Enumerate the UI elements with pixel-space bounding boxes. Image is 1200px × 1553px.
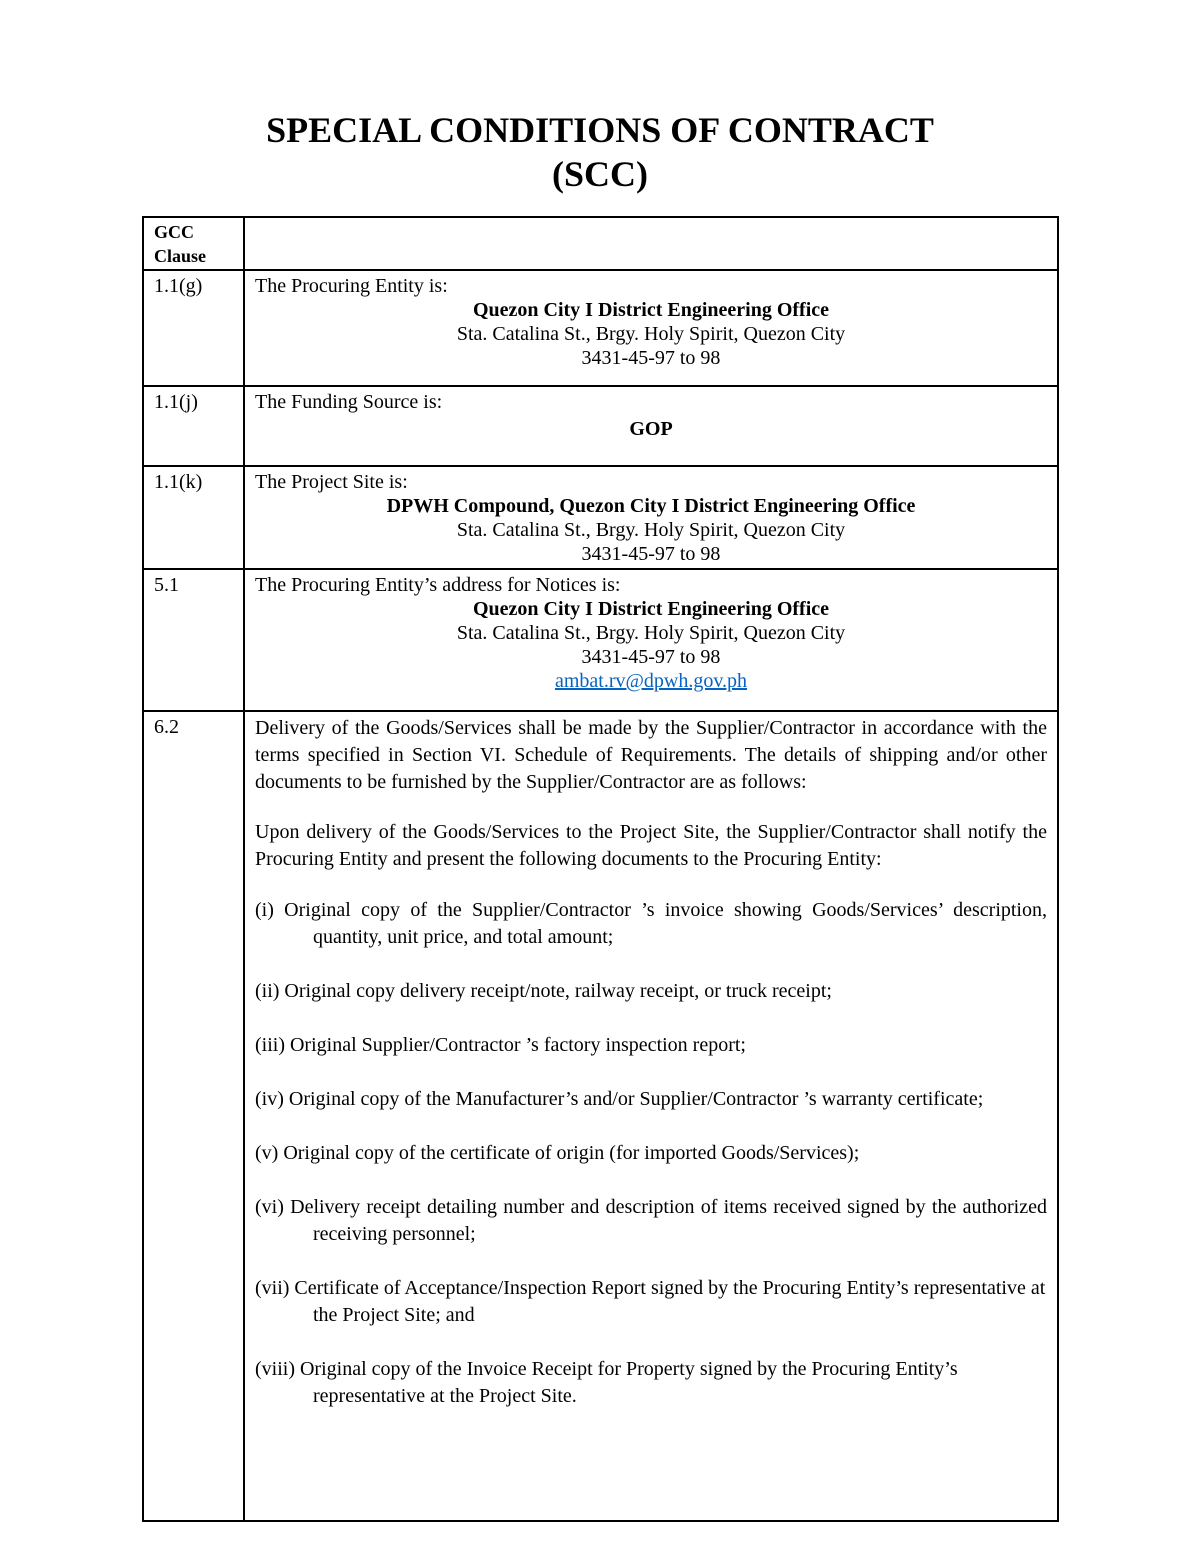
clause-cell: 1.1(g) [143, 270, 244, 386]
notice-email-line [255, 669, 1047, 693]
notice-address: Sta. Catalina St., Brgy. Holy Spirit, Quezon City [456, 622, 846, 644]
clause-cell: 1.1(k) [143, 466, 244, 569]
scc-table [142, 216, 1059, 1522]
header-content-cell [244, 217, 1058, 270]
notice-phone: 3431-45-97 to 98 [581, 646, 721, 668]
document-title [0, 108, 1200, 196]
document-item: (vii) Certificate of Acceptance/Inspection Report signed by the Procuring Entity’s representative at the Project Site; and [255, 1277, 1046, 1326]
table-header-row [143, 217, 1058, 270]
content-cell [244, 569, 1058, 711]
header-clause-cell [143, 217, 244, 270]
site-address: Sta. Catalina St., Brgy. Holy Spirit, Quezon City [456, 519, 846, 541]
row-intro: The Project Site is: [255, 471, 408, 493]
content-cell [244, 270, 1058, 386]
table-row-project-site [143, 466, 1058, 569]
document-item: (i) Original copy of the Supplier/Contractor ’s invoice showing Goods/Services’ description, quantity, unit price, and total amount; [255, 899, 1047, 948]
document-item: (iv) Original copy of the Manufacturer’s and/or Supplier/Contractor ’s warranty certificate; [255, 1088, 984, 1110]
table-row-procuring-entity [143, 270, 1058, 386]
document-item: (iii) Original Supplier/Contractor ’s factory inspection report; [255, 1034, 746, 1056]
row-intro: The Procuring Entity’s address for Notices is: [255, 574, 621, 596]
funding-source-value: GOP [629, 418, 673, 440]
email-link[interactable]: ambat.rv@dpwh.gov.ph [554, 670, 748, 692]
clause-cell: 5.1 [143, 569, 244, 711]
clause-cell: 6.2 [143, 711, 244, 1521]
row-intro: The Funding Source is: [255, 391, 443, 413]
title-line-1: SPECIAL CONDITIONS OF CONTRACT [266, 110, 934, 150]
document-item: (v) Original copy of the certificate of origin (for imported Goods/Services); [255, 1142, 860, 1164]
entity-address: Sta. Catalina St., Brgy. Holy Spirit, Quezon City [456, 323, 846, 345]
header-clause-line-2: Clause [154, 246, 207, 266]
document-item: (viii) Original copy of the Invoice Receipt for Property signed by the Procuring Entity’s representative at the Project Site. [255, 1358, 958, 1407]
site-phone: 3431-45-97 to 98 [581, 543, 721, 565]
content-cell [244, 711, 1058, 1521]
document-item: (ii) Original copy delivery receipt/note, railway receipt, or truck receipt; [255, 980, 832, 1002]
delivery-paragraph: Delivery of the Goods/Services shall be made by the Supplier/Contractor in accordance with the terms specified in Section VI. Schedule of Requirements. The details of shipping and/or other documents to be furnished by the Supplier/Contractor are as follows: [255, 717, 1047, 793]
row-intro: The Procuring Entity is: [255, 275, 448, 297]
table-row-notices-address [143, 569, 1058, 711]
notice-entity-name: Quezon City I District Engineering Office [472, 598, 830, 620]
content-cell [244, 466, 1058, 569]
document-item: (vi) Delivery receipt detailing number and description of items received signed by the authorized receiving personnel; [255, 1196, 1047, 1245]
clause-cell: 1.1(j) [143, 386, 244, 466]
table-row-delivery-documents [143, 711, 1058, 1521]
entity-phone: 3431-45-97 to 98 [581, 347, 721, 369]
entity-name: Quezon City I District Engineering Office [472, 299, 830, 321]
content-cell [244, 386, 1058, 466]
table-row-funding-source [143, 386, 1058, 466]
upon-delivery-paragraph: Upon delivery of the Goods/Services to the Project Site, the Supplier/Contractor shall notify the Procuring Entity and present the following documents to the Procuring Entity: [255, 821, 1047, 870]
title-line-2: (SCC) [552, 154, 648, 194]
header-clause-line-1: GCC [154, 222, 194, 242]
site-name: DPWH Compound, Quezon City I District Engineering Office [386, 495, 916, 517]
